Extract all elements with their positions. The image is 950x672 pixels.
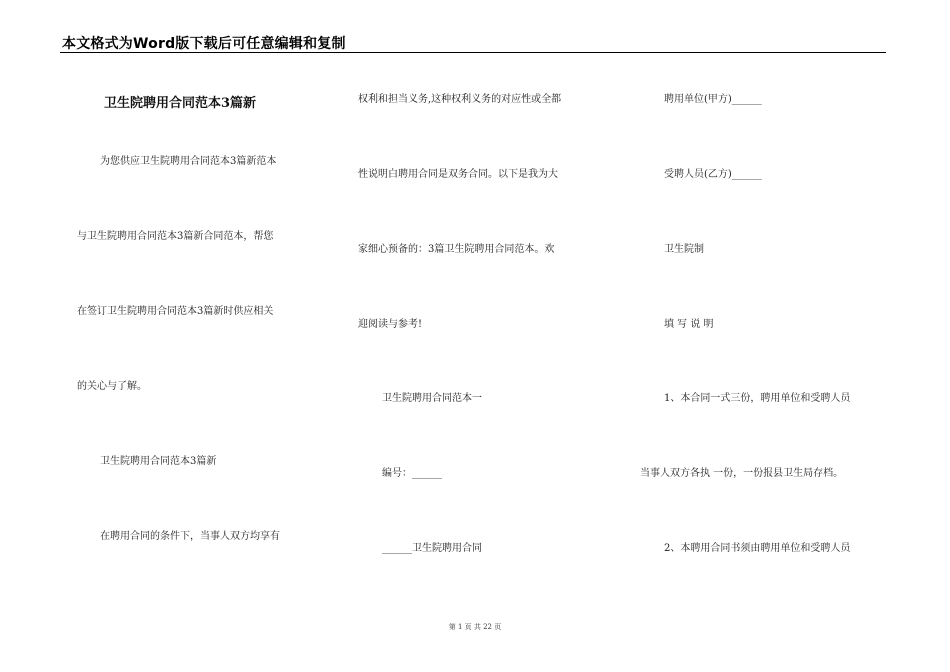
middle-line-7: ______卫生院聘用合同: [382, 543, 482, 554]
right-line-1: 聘用单位(甲方)______: [664, 94, 762, 105]
document-title: 卫生院聘用合同范本3篇新: [104, 96, 257, 111]
middle-line-5: 卫生院聘用合同范本一: [382, 393, 482, 404]
right-line-6: 当事人双方各执 一份，一份报县卫生局存档。: [640, 468, 844, 479]
download-banner: 本文格式为Word版下载后可任意编辑和复制: [62, 36, 346, 52]
middle-line-6: 编号：______: [382, 468, 442, 479]
right-line-2: 受聘人员(乙方)______: [664, 169, 762, 180]
left-line-4: 的关心与了解。: [77, 381, 147, 392]
middle-line-1: 权利和担当义务,这种权利义务的对应性或全都: [358, 94, 562, 105]
right-line-5: 1、本合同一式三份，聘用单位和受聘人员: [664, 393, 851, 404]
left-line-1: 为您供应卫生院聘用合同范本3篇新范本: [100, 156, 277, 167]
middle-line-3: 家细心预备的：3篇卫生院聘用合同范本。欢: [358, 244, 555, 255]
right-line-4: 填 写 说 明: [664, 319, 714, 330]
left-line-5: 卫生院聘用合同范本3篇新: [100, 456, 217, 467]
right-line-7: 2、本聘用合同书须由聘用单位和受聘人员: [664, 543, 851, 554]
middle-line-2: 性说明白聘用合同是双务合同。以下是我为大: [358, 169, 558, 180]
page-indicator: 第 1 页 共 22 页: [448, 623, 502, 631]
left-line-3: 在签订卫生院聘用合同范本3篇新时供应相关: [77, 306, 274, 317]
right-line-3: 卫生院制: [664, 244, 704, 255]
left-line-2: 与卫生院聘用合同范本3篇新合同范本，帮您: [77, 231, 274, 242]
header-divider: [60, 52, 886, 53]
left-line-6: 在聘用合同的条件下，当事人双方均享有: [100, 531, 280, 542]
middle-line-4: 迎阅读与参考!: [358, 319, 423, 330]
